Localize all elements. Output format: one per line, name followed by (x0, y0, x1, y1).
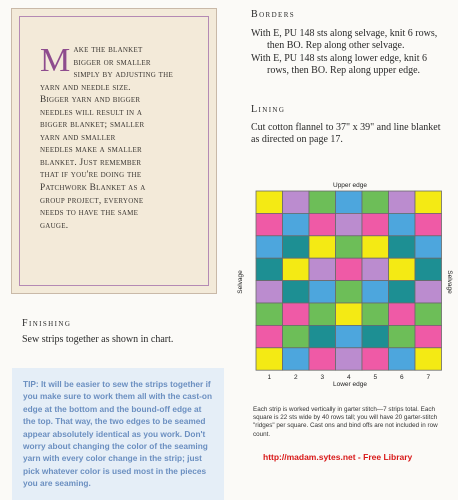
column-number: 1 (267, 374, 272, 382)
dropcap: M (40, 42, 71, 79)
sidebar-note-body: ake the blanket bigger or smaller simply by adjusting the yarn and needle size. Bigger yarn and bigger needles will result in a bigger blanket; smaller yarn and smaller needles make a smaller blanket. Just remember that if you're doing the Patchwork Blanket as a group project, everyone needs to have the same gauge. (40, 45, 174, 231)
column-number: 2 (293, 374, 298, 382)
chart-square (283, 281, 310, 303)
sidebar-note-box (11, 8, 217, 294)
borders-line-2: With E, PU 148 sts along lower edge, knit 6 rows, then BO. Rep along upper edge. (251, 53, 427, 76)
chart-square (283, 191, 310, 213)
chart-square (362, 303, 389, 325)
chart-square (389, 191, 416, 213)
chart-square (415, 213, 442, 235)
chart-square (415, 303, 442, 325)
left-selvage-label: Selvage (237, 270, 244, 294)
chart-square (362, 236, 389, 258)
chart-square (362, 191, 389, 213)
borders-text (251, 28, 449, 78)
tip-box (12, 368, 224, 500)
column-number: 4 (346, 374, 351, 382)
borders-heading: Borders (251, 9, 296, 20)
finishing-heading: Finishing (22, 318, 72, 329)
borders-line-1: With E, PU 148 sts along selvage, knit 6 rows, then BO. Rep along other selvage. (251, 28, 438, 51)
chart-square (415, 348, 442, 370)
chart-square (389, 213, 416, 235)
chart-square (389, 236, 416, 258)
chart-square (336, 325, 363, 347)
chart-square (362, 213, 389, 235)
chart-square (283, 236, 310, 258)
chart-square (336, 236, 363, 258)
chart-square (256, 303, 283, 325)
chart-square (389, 325, 416, 347)
chart-square (389, 303, 416, 325)
chart-square (309, 236, 336, 258)
chart-square (283, 213, 310, 235)
chart-square (336, 348, 363, 370)
chart-square (309, 281, 336, 303)
chart-square (283, 325, 310, 347)
chart-square (283, 348, 310, 370)
chart-square (389, 258, 416, 280)
chart-square (256, 258, 283, 280)
chart-square (309, 325, 336, 347)
right-selvage-label: Selvage (446, 270, 453, 294)
chart-square (309, 258, 336, 280)
upper-edge-label: Upper edge (333, 182, 367, 189)
chart-square (256, 325, 283, 347)
chart-square (256, 281, 283, 303)
chart-square (256, 348, 283, 370)
credit-link[interactable]: http://madam.sytes.net - Free Library (263, 452, 413, 462)
sidebar-note-text (40, 44, 196, 232)
chart-square (362, 281, 389, 303)
lining-heading: Lining (251, 104, 286, 115)
chart-square (362, 258, 389, 280)
chart-square (336, 191, 363, 213)
chart-square (309, 348, 336, 370)
chart-square (309, 213, 336, 235)
column-number: 3 (320, 374, 325, 382)
chart-square (336, 258, 363, 280)
column-number: 7 (426, 374, 431, 382)
chart-square (362, 325, 389, 347)
chart-column-numbers (267, 374, 430, 381)
chart-square (309, 303, 336, 325)
lining-text: Cut cotton flannel to 37" x 39" and line blanket as directed on page 17. (251, 122, 441, 145)
chart-square (256, 191, 283, 213)
column-number: 6 (399, 374, 404, 382)
chart-square (309, 191, 336, 213)
chart-square (256, 236, 283, 258)
strip-color-chart (225, 176, 458, 396)
chart-square (415, 191, 442, 213)
chart-squares (256, 191, 442, 370)
chart-square (283, 303, 310, 325)
column-number: 5 (373, 374, 378, 382)
chart-square (415, 236, 442, 258)
chart-square (362, 348, 389, 370)
chart-square (389, 281, 416, 303)
chart-square (283, 258, 310, 280)
chart-caption: Each strip is worked vertically in garter stitch—7 strips total. Each square is 22 sts wide by 40 rows tall; you will have 20 garter-stitch "ridges" per square. Cast ons and bind offs are not included in row count. (253, 406, 438, 438)
chart-square (415, 325, 442, 347)
lower-edge-label: Lower edge (333, 381, 367, 388)
finishing-text: Sew strips together as shown in chart. (22, 334, 174, 345)
chart-square (336, 303, 363, 325)
chart-square (336, 213, 363, 235)
chart-square (256, 213, 283, 235)
chart-square (415, 258, 442, 280)
tip-text: TIP: It will be easier to sew the strips together if you make sure to work them all with the cast-on edge at the bottom and the bound-off edge at the top. That way, the two edges to be seamed appear absolutely identical as you work. Don't worry about changing the color of the seaming yarn with every color change in the strip; just pick whatever color is used most in the pieces you are seaming. (23, 379, 213, 489)
chart-square (336, 281, 363, 303)
chart-square (389, 348, 416, 370)
chart-square (415, 281, 442, 303)
